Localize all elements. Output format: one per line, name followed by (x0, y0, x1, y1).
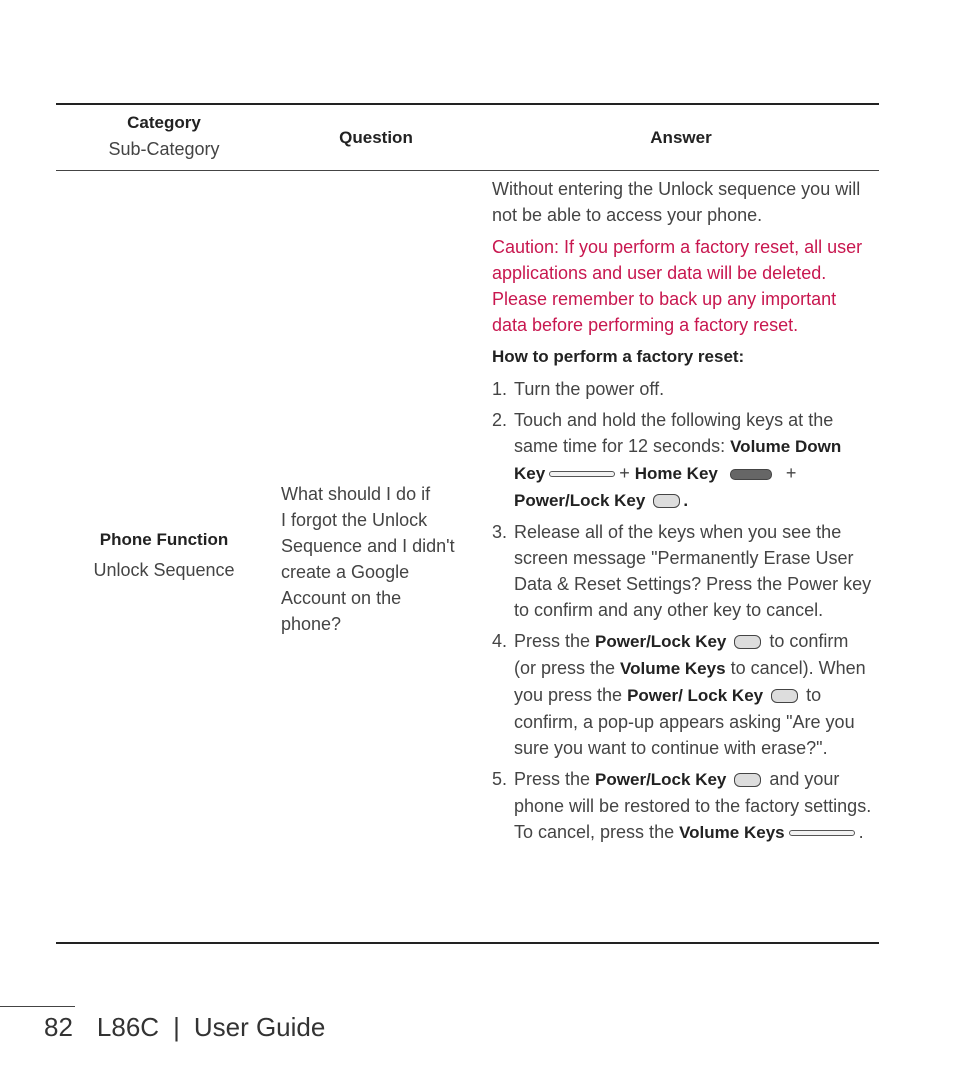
step-text: Press the (514, 769, 596, 789)
step-text: to confirm, a pop-up appears asking "Are you sure you want to continue with erase?". (514, 685, 855, 758)
step-2 (492, 407, 874, 514)
volume-keys-label: Volume Keys (679, 823, 785, 842)
step-text: Touch and hold the following keys at the same time for 12 seconds: (514, 410, 834, 456)
step-number: 1. (492, 379, 508, 399)
step-1 (492, 376, 874, 402)
step-3 (492, 519, 874, 623)
power-lock-key-label: Power/Lock Key (514, 491, 646, 510)
question-line: What should I do if (281, 484, 431, 504)
question-header-label: Question (339, 128, 413, 147)
step-text: to cancel). When you press the (514, 658, 866, 705)
home-key-icon (730, 469, 772, 480)
step-text: Release all of the keys when you see the screen message "Permanently Erase User Data & Reset Settings? Press the Power key to confirm and any other key to cancel. (514, 522, 872, 620)
power-lock-key-icon (771, 689, 798, 703)
category-value: Phone Function (99, 530, 229, 549)
volume-key-icon (789, 830, 855, 836)
caution-text: Caution: If you perform a factory reset, all user applications and user data will be deleted. Please remember to back up any important data before performing a factory reset. (492, 237, 863, 335)
how-to-heading: How to perform a factory reset: (492, 347, 745, 366)
step-4 (492, 628, 874, 761)
step-body (514, 628, 874, 761)
footer-rule (0, 1006, 75, 1007)
answer-cell (492, 176, 874, 851)
model-name: L86C (96, 1012, 160, 1042)
step-end: . (858, 822, 864, 842)
page-number: 82 (44, 1012, 73, 1042)
question-cell (281, 481, 476, 637)
sub-category-header-label: Sub-Category (108, 139, 220, 159)
plus-sign: + (785, 463, 797, 483)
page-footer (44, 1012, 325, 1043)
power-lock-key-icon (653, 494, 680, 508)
power-lock-key-label: Power/Lock Key (595, 770, 727, 789)
category-cell (56, 530, 272, 581)
step-text: to confirm (or press the (514, 631, 849, 678)
question-line: create a Google (281, 562, 410, 582)
step-number: 2. (492, 410, 508, 430)
home-key-label: Home Key (634, 464, 718, 483)
footer-separator: | (173, 1012, 180, 1042)
header-answer (492, 128, 870, 148)
volume-keys-label: Volume Keys (620, 659, 726, 678)
question-line: Sequence and I didn't (281, 536, 455, 556)
step-number: 4. (492, 631, 508, 651)
step-text: Press the (514, 631, 596, 651)
table-bottom-rule (56, 942, 879, 944)
table-top-rule (56, 103, 879, 105)
step-number: 5. (492, 769, 508, 789)
step-end: . (683, 491, 689, 510)
power-lock-key-icon (734, 773, 761, 787)
volume-down-key-label: Volume Down Key (514, 437, 842, 483)
step-body (514, 407, 874, 514)
guide-title: User Guide (193, 1012, 326, 1042)
step-5 (492, 766, 874, 846)
power-lock-key-label: Power/Lock Key (595, 632, 727, 651)
sub-category-value: Unlock Sequence (93, 560, 235, 580)
category-header-label: Category (127, 113, 201, 132)
step-number: 3. (492, 522, 508, 542)
volume-key-icon (549, 471, 615, 477)
step-text: and your phone will be restored to the factory settings. To cancel, press the (514, 769, 872, 842)
question-line: phone? (281, 614, 342, 634)
answer-intro: Without entering the Unlock sequence you will not be able to access your phone. (492, 179, 861, 225)
header-divider (56, 170, 879, 171)
answer-header-label: Answer (650, 128, 712, 147)
power-lock-key-label: Power/ Lock Key (627, 686, 764, 705)
header-question (281, 128, 471, 148)
question-line: Account on the (281, 588, 402, 608)
step-body (514, 766, 874, 846)
question-line: I forgot the Unlock (281, 510, 428, 530)
step-text: Turn the power off. (514, 379, 665, 399)
plus-sign: + (619, 463, 630, 483)
power-lock-key-icon (734, 635, 761, 649)
header-category (56, 113, 272, 160)
